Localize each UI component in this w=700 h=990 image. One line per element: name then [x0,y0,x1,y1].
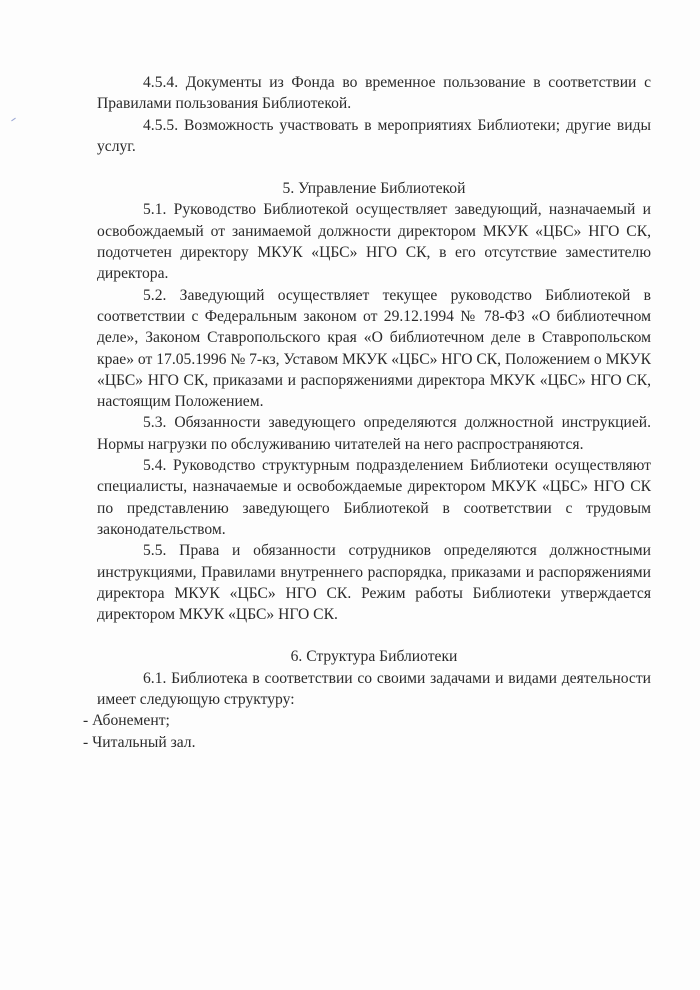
paragraph-4-5-5: 4.5.5. Возможность участвовать в мероприятиях Библиотеки; другие виды услуг. [97,116,651,155]
paragraph-5-2: 5.2. Заведующий осуществляет текущее руководство Библиотекой в соответствии с Федеральным законом от 29.12.1994 № 78-ФЗ «О библиотечном деле», Законом Ставропольского края «О библиотечном деле в Ставропольском крае» от 17.05.1996 № 7-кз, Уставом МКУК «ЦБС» НГО СК, Положением о МКУК «ЦБС» НГО СК, приказами и распоряжениями директора МКУК «ЦБС» НГО СК, настоящим Положением. [97,286,651,411]
spacer [97,157,651,178]
paragraph-5-1: 5.1. Руководство Библиотекой осуществляет заведующий, назначаемый и освобождаемый от занимаемой должности директором МКУК «ЦБС» НГО СК, подотчетен директору МКУК «ЦБС» НГО СК, в его отсутствие заместителю директора. [97,201,651,283]
paragraph-5-4: 5.4. Руководство структурным подразделением Библиотеки осуществляют специалисты, назначаемые и освобождаемые директором МКУК «ЦБС» НГО СК по представлению заведующего Библиотекой в соответствии с трудовым законодательством. [97,457,651,538]
list-item-reading-room: - Читальный зал. [83,733,196,751]
paragraph-5-3: 5.3. Обязанности заведующего определяются должностной инструкцией. Нормы нагрузки по обслуживанию читателей на него распространяются. [97,414,651,453]
spacer [97,625,651,646]
section-5-heading: 5. Управление Библиотекой [282,180,466,198]
document-body [83,72,651,753]
paragraph-5-5: 5.5. Права и обязанности сотрудников определяются должностными инструкциями, Правилами внутреннего распорядка, приказами и распоряжениями директора МКУК «ЦБС» НГО СК. Режим работы Библиотеки утверждается директором МКУК «ЦБС» НГО СК. [97,542,651,624]
paragraph-6-1: 6.1. Библиотека в соответствии со своими задачами и видами деятельности имеет следующую структуру: [97,669,651,709]
paragraph-4-5-4: 4.5.4. Документы из Фонда во временное пользование в соответствии с Правилами пользования Библиотекой. [97,74,651,113]
list-item-abonement: - Абонемент; [83,712,170,730]
section-6-heading: 6. Структура Библиотеки [290,648,458,666]
scan-mark [11,118,16,122]
